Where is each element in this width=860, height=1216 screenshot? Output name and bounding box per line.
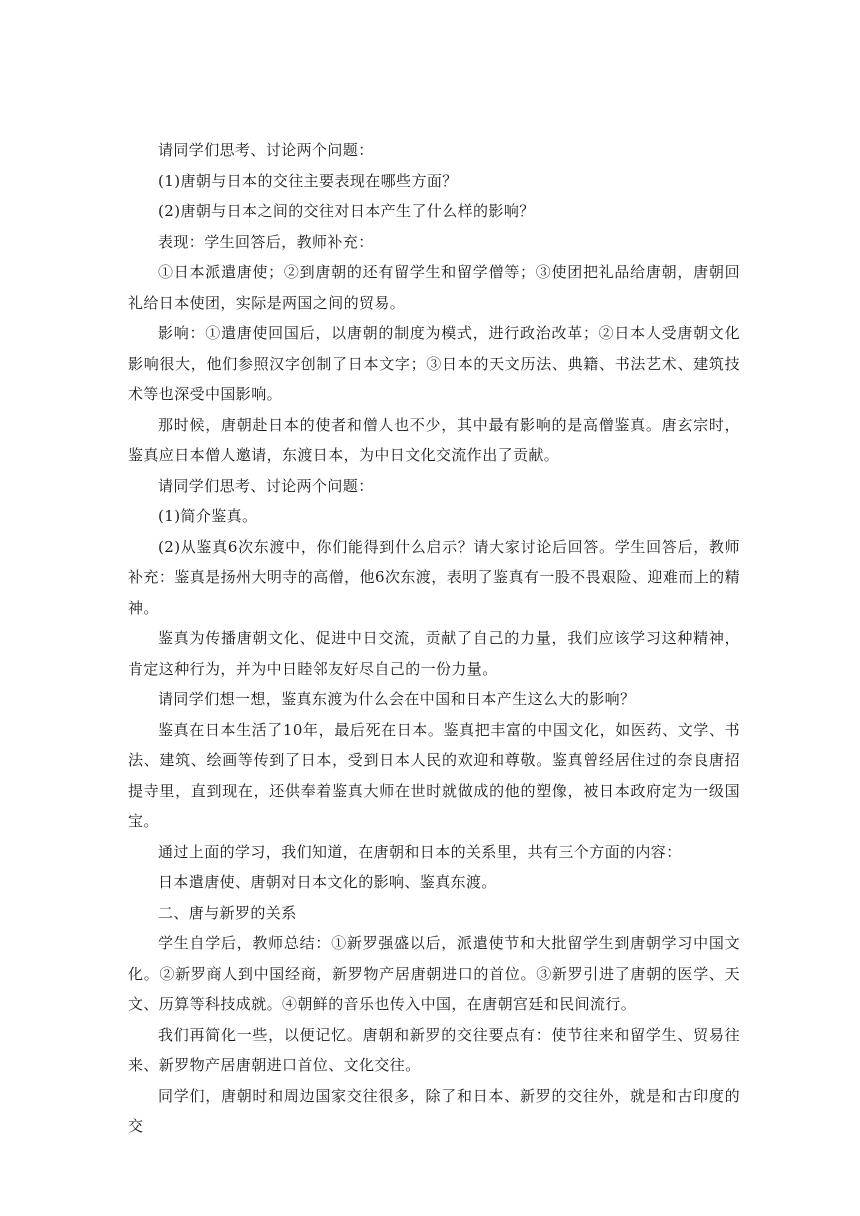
paragraph-silla-key-points: 我们再简化一些，以便记忆。唐朝和新罗的交往要点有：使节往来和留学生、贸易往来、新罗物产居唐朝进口首位、文化交往。 (128, 1025, 740, 1074)
paragraph-question-1: (1)唐朝与日本的交往主要表现在哪些方面？ (158, 171, 458, 190)
section-heading-silla: 二、唐与新罗的关系 (158, 903, 297, 922)
paragraph-jianzhen-legacy: 鉴真在日本生活了10年，最后死在日本。鉴真把丰富的中国文化，如医药、文学、书法、建筑、绘画等传到了日本，受到日本人民的欢迎和尊敬。鉴真曾经居住过的奈良唐招提寺里，直到现在，还供奉着鉴真大师在世时就做成的他的塑像，被日本政府定为一级国宝。 (128, 720, 740, 830)
paragraph-jianzhen-spirit: 鉴真为传播唐朝文化、促进中日交流，贡献了自己的力量，我们应该学习这种精神，肯定这种行为，并为中日睦邻友好尽自己的一份力量。 (128, 629, 740, 678)
paragraph-summary-intro: 通过上面的学习，我们知道，在唐朝和日本的关系里，共有三个方面的内容： (158, 842, 682, 861)
paragraph-question-4: (2)从鉴真6次东渡中，你们能得到什么启示？请大家讨论后回答。学生回答后，教师补充：鉴真是扬州大明寺的高僧，他6次东渡，表明了鉴真有一股不畏艰险、迎难而上的精神。 (128, 537, 740, 617)
paragraph-discussion-prompt-1: 请同学们思考、讨论两个问题： (158, 141, 374, 159)
paragraph-discussion-prompt-2: 请同学们思考、讨论两个问题： (158, 476, 374, 495)
paragraph-manifestation-intro: 表现：学生回答后，教师补充： (158, 232, 374, 251)
paragraph-jianzhen-intro: 那时候，唐朝赴日本的使者和僧人也不少，其中最有影响的是高僧鉴真。唐玄宗时，鉴真应日本僧人邀请，东渡日本，为中日文化交流作出了贡献。 (128, 415, 740, 464)
paragraph-question-3: (1)简介鉴真。 (158, 507, 258, 525)
paragraph-silla-summary: 学生自学后，教师总结：①新罗强盛以后，派遣使节和大批留学生到唐朝学习中国文化。②新罗商人到中国经商，新罗物产居唐朝进口的首位。③新罗引进了唐朝的医学、天文、历算等科技成就。④朝鲜的音乐也传入中国，在唐朝宫廷和民间流行。 (128, 934, 740, 1013)
paragraph-india-intro: 同学们，唐朝时和周边国家交往很多，除了和日本、新罗的交往外，就是和古印度的交 (128, 1086, 740, 1135)
paragraph-summary-points: 日本遣唐使、唐朝对日本文化的影响、鉴真东渡。 (158, 873, 497, 891)
document-body (128, 135, 740, 1142)
paragraph-think-question: 请同学们想一想，鉴真东渡为什么会在中国和日本产生这么大的影响？ (158, 690, 636, 708)
paragraph-manifestation-points: ①日本派遣唐使；②到唐朝的还有留学生和留学僧等；③使团把礼品给唐朝，唐朝回礼给日本使团，实际是两国之间的贸易。 (128, 263, 740, 312)
paragraph-influence-points: 影响：①遣唐使回国后，以唐朝的制度为模式，进行政治改革；②日本人受唐朝文化影响很大，他们参照汉字创制了日本文字；③日本的天文历法、典籍、书法艺术、建筑技术等也深受中国影响。 (128, 324, 740, 403)
paragraph-question-2: (2)唐朝与日本之间的交往对日本产生了什么样的影响？ (158, 202, 535, 220)
